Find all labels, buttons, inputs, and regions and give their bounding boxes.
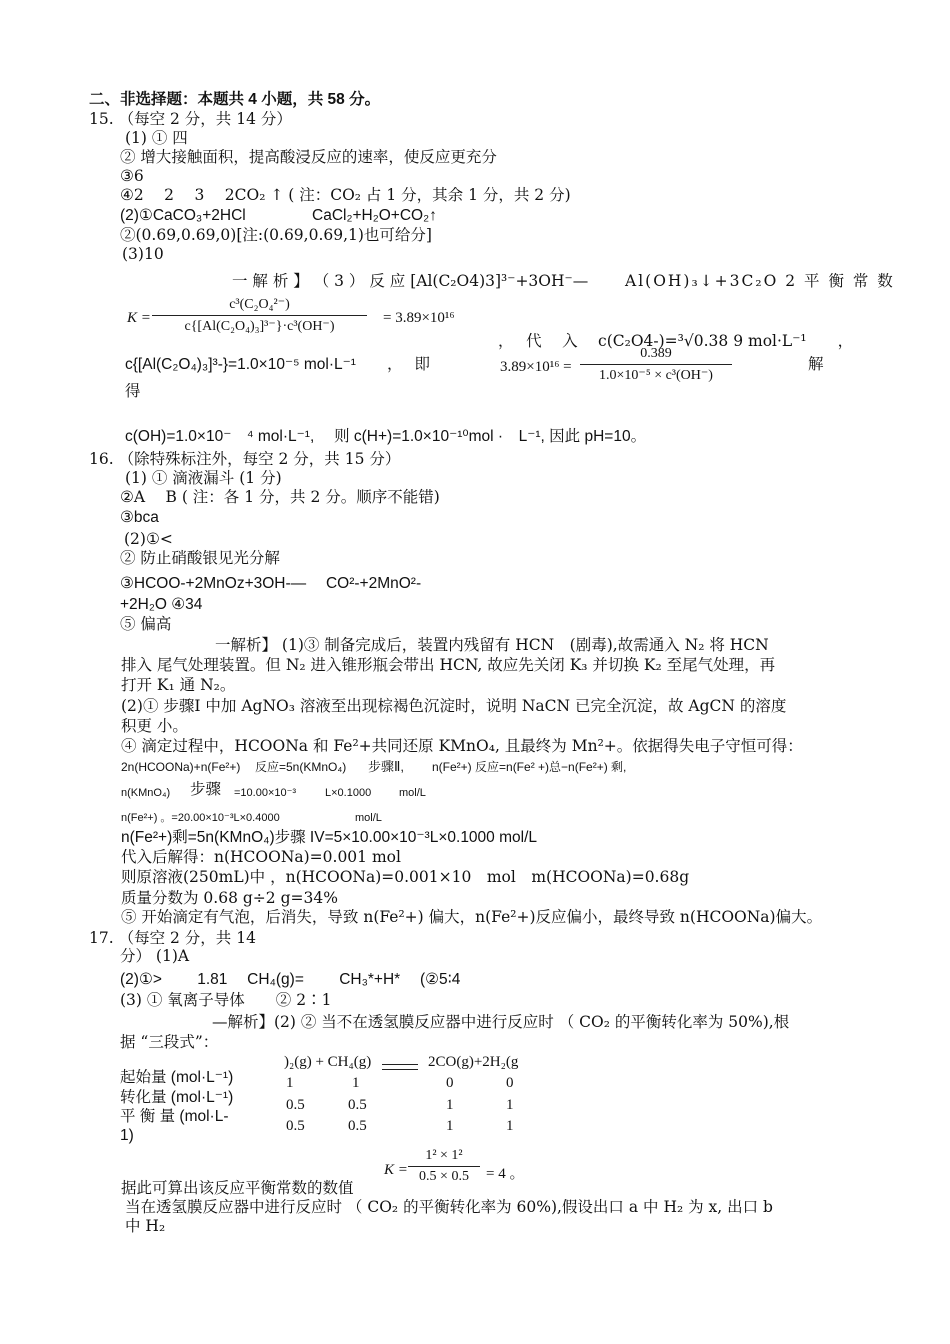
q16-analysis-6: ④ 滴定过程中，HCOONa 和 Fe²+共同还原 KMnO₄, 且最终为 Mn²+。依据得失电子守恒可得：	[121, 737, 803, 755]
q16-answer-2-1: (2)①<	[124, 530, 173, 548]
q16-analysis-5-error: ⑤ 开始滴定有气泡，后消失，导致 n(Fe²+) 偏大，n(Fe²+)反应偏小，最终导致 n(HCOONa)偏大。	[121, 908, 823, 926]
cell-initial-co: 0	[446, 1075, 454, 1091]
cell-initial-ch4: 1	[352, 1075, 360, 1091]
q16-answer-1-1: (1) ① 滴液漏斗 (1 分)	[125, 469, 282, 487]
q17-analysis-2: 据 “三段式”：	[120, 1033, 219, 1051]
k2-fraction	[408, 1148, 480, 1185]
equation-products: 2CO(g)+2H₂(g	[428, 1054, 519, 1070]
cell-change-co: 1	[446, 1097, 454, 1113]
fraction-bar	[152, 315, 367, 316]
eq2-numerator: 0.389	[640, 346, 672, 361]
q15-analysis-line-1: 一 解 析 】 （ 3 ） 反 应 [Al(C₂O4)3]³⁻+3OH⁻—	[232, 272, 589, 290]
q15-answer-1-2: ② 增大接触面积，提高酸浸反应的速率，使反应更充分	[120, 148, 497, 166]
q15-answer-2-1a: (2)①CaCO₃+2HCl	[120, 207, 246, 224]
cell-change-co2: 0.5	[286, 1097, 305, 1113]
q15-final-result: c(OH)=1.0×10⁻ ⁴ mol·L⁻¹, 则 c(H+)=1.0×10⁻¹⁰mol · L⁻¹, 因此 pH=10。	[125, 428, 647, 445]
row-change-label: 转化量 (mol·L⁻¹)	[120, 1089, 234, 1106]
q16-total-b: mol/L	[355, 812, 382, 824]
q17-answer-3: (3) ① 氧离子导体 ② 2∶1	[120, 991, 332, 1009]
cell-eq-co: 1	[446, 1118, 454, 1130]
cell-eq-ch4: 0.5	[348, 1118, 367, 1130]
k-denominator: c{[Al(C₂O₄)₃]³⁻}·c³(OH⁻)	[184, 319, 335, 334]
q16-answer-2-2: ② 防止硝酸银见光分解	[120, 549, 280, 567]
q16-remaining: n(Fe²+)剩=5n(KMnO₄)步骤 IV=5×10.00×10⁻³L×0.1000 mol/L	[121, 829, 538, 846]
q17-header: 17. （每空 2 分，共 14	[89, 929, 256, 947]
eq2-denominator: 1.0×10⁻⁵ × c³(OH⁻)	[599, 368, 713, 383]
q16-solve: 代入后解得：n(HCOONa)=0.001 mol	[121, 848, 401, 866]
q16-relation-c: 步骤Ⅱ,	[368, 759, 405, 774]
q16-step-d: L×0.1000	[325, 787, 372, 799]
q16-analysis-1: 一解析】 (1)③ 制备完成后，装置内残留有 HCN (剧毒),故需通入 N₂ 将 HCN	[215, 636, 769, 654]
row-initial-label: 起始量 (mol·L⁻¹)	[120, 1069, 234, 1086]
k-expression-fraction	[152, 296, 367, 335]
equation-reactants: )₂(g) + CH₄(g)	[284, 1054, 372, 1070]
q16-answer-1-3: ③bca	[120, 509, 159, 526]
q15-answer-1-1: (1) ① 四	[125, 129, 188, 147]
fraction-bar	[580, 364, 732, 365]
eq2-left: 3.89×10¹⁶ =	[500, 359, 572, 375]
k-value: = 3.89×10¹⁶	[383, 310, 455, 326]
q16-header: 16. （除特殊标注外，每空 2 分，共 15 分）	[89, 450, 401, 468]
row-equilibrium-label: 平 衡 量 (mol·L-	[120, 1108, 229, 1125]
q16-answer-2-5: ⑤ 偏高	[120, 615, 172, 633]
q17-analysis-3: 据此可算出该反应平衡常数的数值	[121, 1179, 354, 1197]
section-heading: 二、非选择题：本题共 4 小题，共 58 分。	[89, 91, 381, 108]
eq2-fraction	[580, 346, 732, 384]
q17-analysis-5: 中 H₂	[125, 1217, 166, 1235]
q16-relation-d: n(Fe²+) 反应=n(Fe² +)总−n(Fe²+) 剩,	[432, 760, 627, 774]
cell-change-ch4: 0.5	[348, 1097, 367, 1113]
cell-eq-co2: 0.5	[286, 1118, 305, 1130]
q17-answer-2: (2)①> 1.81 CH₄(g)= CH₃*+H* (②5∶4	[120, 971, 461, 988]
q16-answer-2-3b: +2H₂O ④34	[120, 596, 203, 613]
k2-numerator: 1² × 1²	[425, 1148, 463, 1163]
cell-eq-h2: 1	[506, 1118, 514, 1130]
q15-answer-1-3: ③6	[120, 167, 144, 185]
q17-analysis-1: —解析】(2) ② 当不在透氢膜反应器中进行反应时 （ CO₂ 的平衡转化率为 50%),根	[212, 1013, 790, 1031]
q16-answer-1-2: ②A B ( 注：各 1 分，共 2 分。顺序不能错)	[120, 488, 440, 506]
q17-header-2: 分） (1)A	[120, 947, 190, 965]
cell-initial-h2: 0	[506, 1075, 514, 1091]
q15-de: 得	[125, 382, 141, 400]
q17-analysis-4: 当在透氢膜反应器中进行反应时 （ CO₂ 的平衡转化率为 60%),假设出口 a 中 H₂ 为 x, 出口 b	[125, 1198, 773, 1216]
k2-denominator: 0.5 × 0.5	[419, 1169, 469, 1184]
q15-analysis-line-1b: Al(OH)₃↓+3C₂O 2 平 衡 常 数	[625, 272, 895, 290]
fraction-bar	[408, 1166, 480, 1167]
q15-answer-3: (3)10	[122, 245, 164, 263]
q15-answer-2-1b: CaCl₂+H₂O+CO₂↑	[312, 207, 437, 224]
k-expression-left: K =	[127, 310, 151, 326]
q16-relation-a: 2n(HCOONa)+n(Fe²+)	[121, 760, 241, 774]
q16-analysis-5: 积更 小。	[121, 717, 188, 735]
q16-answer-2-3: ③HCOO-+2MnOz+3OH-— CO²-+2MnO²-	[120, 575, 422, 592]
q16-original-solution: 则原溶液(250mL)中 ，n(HCOONa)=0.001×10 mol m(HCOONa)=0.68g	[121, 868, 690, 886]
q16-step-a: n(KMnO₄)	[121, 787, 171, 799]
q15-answer-1-4: ④2 2 3 2CO₂ ↑ ( 注：CO₂ 占 1 分，其余 1 分，共 2 分)	[120, 186, 571, 204]
q16-step-c: =10.00×10⁻³	[234, 787, 297, 799]
q15-header: 15. （每空 2 分，共 14 分）	[89, 110, 292, 128]
q16-step-e: mol/L	[399, 787, 426, 799]
k2-left: K =	[384, 1162, 408, 1178]
q16-analysis-4: (2)① 步骤Ⅰ 中加 AgNO₃ 溶液至出现棕褐色沉淀时，说明 NaCN 已完全沉淀，故 AgCN 的溶度	[121, 697, 787, 715]
cell-change-h2: 1	[506, 1097, 514, 1113]
q16-relation-b: 反应=5n(KMnO₄)	[255, 760, 347, 774]
k-numerator: c³(C₂O₄²⁻)	[229, 297, 290, 312]
equilibrium-row-clip	[280, 1118, 540, 1130]
k2-value: = 4 。	[486, 1166, 525, 1182]
q16-analysis-3: 打开 K₁ 通 N₂。	[121, 676, 236, 694]
q16-total-a: n(Fe²+) 。=20.00×10⁻³L×0.4000	[121, 812, 280, 824]
q16-mass-fraction: 质量分数为 0.68 g÷2 g=34%	[121, 889, 338, 907]
q15-substitute-1: ， 代 入 c(C₂O4-)=³√0.38 9 mol·L⁻¹ ，	[498, 332, 854, 350]
q15-answer-2-2: ②(0.69,0.69,0)[注:(0.69,0.69,1)也可给分]	[120, 226, 432, 244]
q15-jie: 解	[808, 355, 824, 373]
q15-substitute-2: c{[Al(C₂O₄)₃]³-}=1.0×10⁻⁵ mol·L⁻¹ ， 即	[125, 356, 431, 373]
q16-analysis-2: 排入 尾气处理装置。但 N₂ 进入锥形瓶会带出 HCN, 故应先关闭 K₃ 并切换 K₂ 至尾气处理，再	[121, 656, 776, 674]
row-equilibrium-label-2: 1)	[120, 1127, 134, 1144]
cell-initial-co2: 1	[286, 1075, 294, 1091]
q16-step-b: 步骤	[190, 780, 222, 798]
equilibrium-arrow-icon	[382, 1058, 418, 1075]
